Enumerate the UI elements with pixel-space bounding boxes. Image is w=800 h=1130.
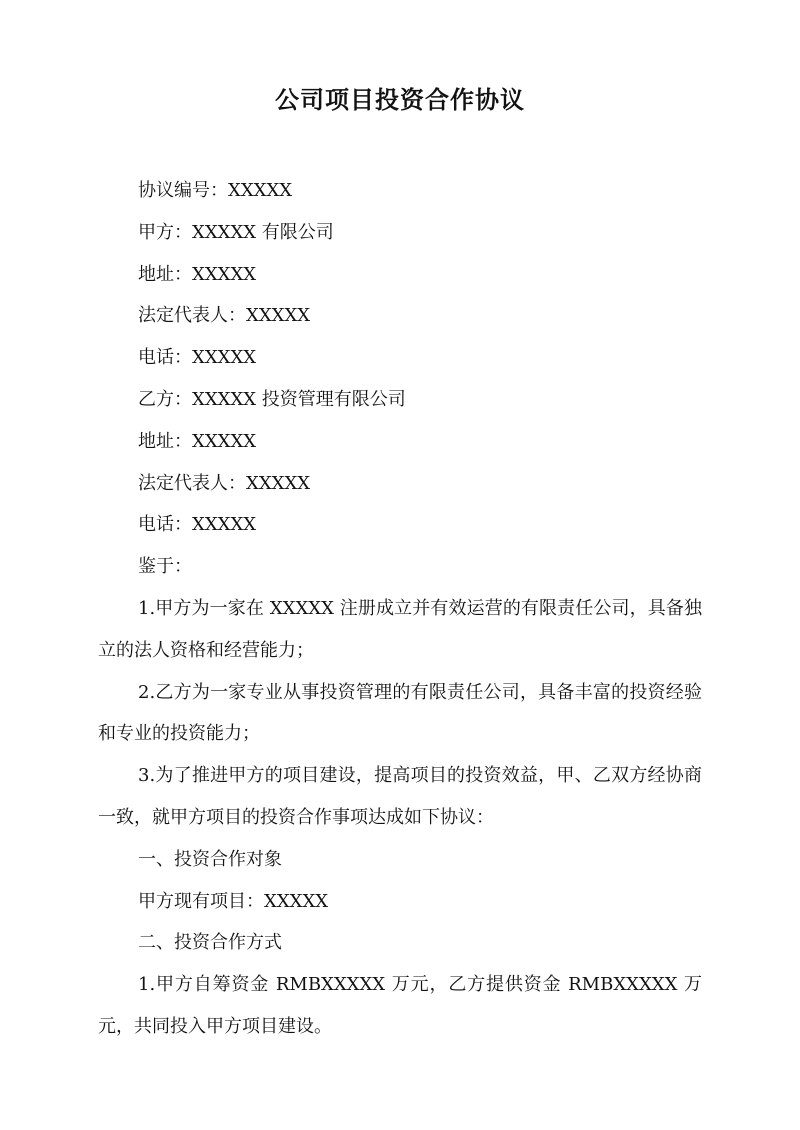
party-a-address-line: 地址：XXXXX: [138, 263, 257, 285]
party-b-name-line: 乙方：XXXXX 投资管理有限公司: [138, 388, 406, 410]
section-1-project-line: 甲方现有项目：XXXXX: [138, 890, 329, 912]
document-title: 公司项目投资合作协议: [275, 86, 525, 114]
party-a-name-line: 甲方：XXXXX 有限公司: [138, 221, 334, 243]
recital-1: 1.甲方为一家在 XXXXX 注册成立并有效运营的有限责任公司，具备独立的法人资格和经营能力；: [98, 597, 702, 661]
party-a-phone-line: 电话：XXXXX: [138, 347, 257, 369]
recital-3: 3.为了推进甲方的项目建设，提高项目的投资效益，甲、乙双方经协商一致，就甲方项目的投资合作事项达成如下协议：: [98, 765, 702, 828]
whereas-heading: 鉴于：: [138, 556, 192, 578]
party-b-address-line: 地址：XXXXX: [138, 430, 257, 452]
party-b-representative-line: 法定代表人：XXXXX: [138, 472, 311, 494]
agreement-number-line: 协议编号：XXXXX: [138, 180, 293, 201]
section-2-clause-1: 1.甲方自筹资金 RMBXXXXX 万元，乙方提供资金 RMBXXXXX 万元，共同投入甲方项目建设。: [98, 974, 702, 1037]
document-body: [98, 170, 702, 1048]
section-1-heading: 一、投资合作对象: [138, 848, 282, 870]
recital-2: 2.乙方为一家专业从事投资管理的有限责任公司，具备丰富的投资经验和专业的投资能力；: [98, 681, 702, 745]
section-2-heading: 二、投资合作方式: [138, 932, 282, 954]
party-b-phone-line: 电话：XXXXX: [138, 514, 257, 536]
party-a-representative-line: 法定代表人：XXXXX: [138, 305, 311, 327]
